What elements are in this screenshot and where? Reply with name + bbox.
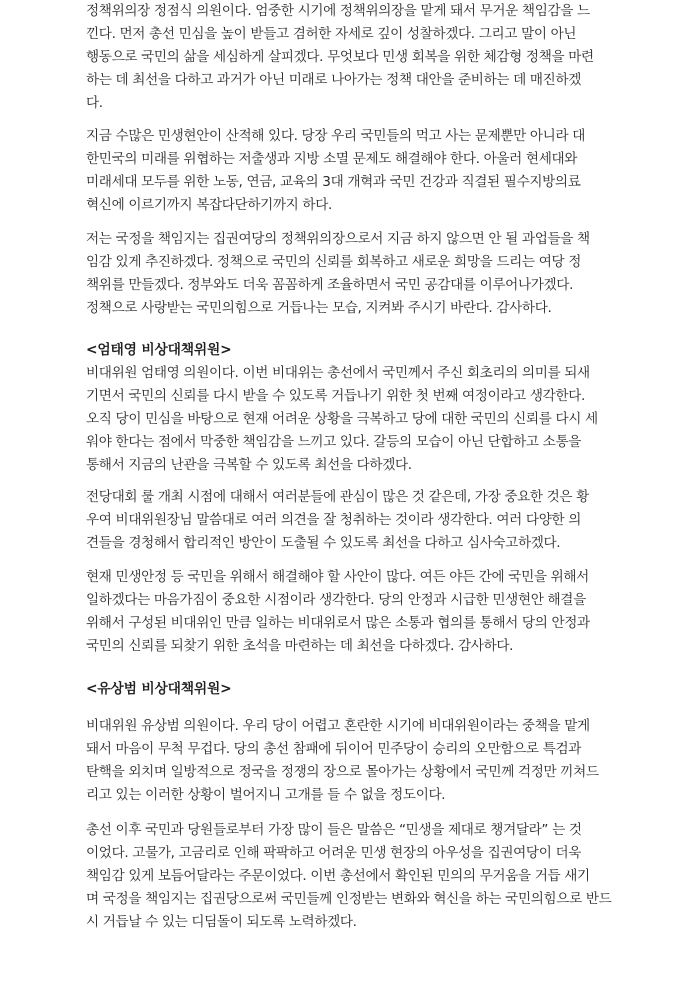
- text-line: 통해서 지금의 난관을 극복할 수 있도록 최선을 다하겠다.: [86, 457, 412, 473]
- text-line: 우여 비대위원장님 말씀대로 여러 의견을 잘 청취하는 것이라 생각한다. 여러 다양한 의: [86, 512, 582, 528]
- paragraph-yoo-livelihood: [86, 819, 646, 934]
- text-line: 혁신에 이르기까지 복잡다단하기까지 하다.: [86, 197, 332, 213]
- text-line: 책위를 만들겠다. 정부와도 더욱 꼼꼼하게 조율하면서 국민 공감대를 이루어나가겠다.: [86, 277, 574, 293]
- text-line: 행동으로 국민의 삶을 세심하게 살피겠다. 무엇보다 민생 회복을 위한 체감형 정책을 마련: [86, 49, 594, 65]
- text-line: 정책으로 사랑받는 국민의힘으로 거듭나는 모습, 지켜봐 주시기 바란다. 감사하다.: [86, 300, 552, 316]
- text-line: 비대위원 유상범 의원이다. 우리 당이 어렵고 혼란한 시기에 비대위원이라는 중책을 맡게: [86, 718, 590, 734]
- text-line: 정책위의장 정점식 의원이다. 엄중한 시기에 정책위의장을 맡게 돼서 무거운 책임감을 느: [86, 3, 590, 19]
- text-line: 전당대회 룰 개최 시점에 대해서 여러분들에 관심이 많은 것 같은데, 가장 중요한 것은 황: [86, 489, 589, 505]
- text-line: 돼서 마음이 무척 무겁다. 당의 총선 참패에 뒤이어 민주당이 승리의 오만함으로 특검과: [86, 741, 582, 757]
- text-line: 일하겠다는 마음가짐이 중요한 시점이라 생각한다. 당의 안정과 시급한 민생현안 해결을: [86, 592, 586, 608]
- text-line: 지금 수많은 민생현안이 산적해 있다. 당장 우리 국민들의 먹고 사는 문제뿐만 아니라 대: [86, 128, 585, 144]
- text-line: 기면서 국민의 신뢰를 다시 받을 수 있도록 거듭나기 위한 첫 번째 여정이라고 생각한다.: [86, 388, 585, 404]
- text-line: 한민국의 미래를 위협하는 저출생과 지방 소멸 문제도 해결해야 한다. 아울러 현세대와: [86, 151, 578, 167]
- text-line: 다.: [86, 95, 103, 111]
- text-line: 시 거듭날 수 있는 디딤돌이 되도록 노력하겠다.: [86, 914, 357, 930]
- paragraph-livelihood-issues: [86, 125, 646, 217]
- text-line: 워야 한다는 점에서 막중한 책임감을 느끼고 있다. 갈등의 모습이 아닌 단합하고 소통을: [86, 434, 582, 450]
- text-line: 낀다. 먼저 총선 민심을 높이 받들고 겸허한 자세로 깊이 성찰하겠다. 그리고 말이 아닌: [86, 26, 577, 42]
- text-line: 견들을 경청해서 합리적인 방안이 도출될 수 있도록 최선을 다하고 심사숙고하겠다.: [86, 535, 561, 551]
- text-line: 이었다. 고물가, 고금리로 인해 팍팍하고 어려운 민생 현장의 아우성을 집권여당이 더욱: [86, 845, 582, 861]
- paragraph-yoo-intro: [86, 715, 646, 807]
- text-line: 하는 데 최선을 다하고 과거가 아닌 미래로 나아가는 정책 대안을 준비하는 데 매진하겠: [86, 72, 582, 88]
- text-line: 위해서 구성된 비대위인 만큼 일하는 비대위로서 많은 소통과 협의를 통해서 당의 안정과: [86, 615, 590, 631]
- text-line: 현재 민생안정 등 국민을 위해서 해결해야 할 사안이 많다. 여든 야든 간에 국민을 위해서: [86, 569, 589, 585]
- text-line: 책임감 있게 보듬어달라는 주문이었다. 이번 총선에서 확인된 민의의 무거움을 거듭 새기: [86, 868, 590, 884]
- paragraph-convention-rules: [86, 486, 646, 555]
- section-heading: <유상범 비상대책위원>: [86, 681, 232, 697]
- text-line: 국민의 신뢰를 되찾기 위한 초석을 마련하는 데 최선을 다하겠다. 감사하다.: [86, 638, 514, 654]
- text-line: 며 국정을 책임지는 집권당으로써 국민들께 인정받는 변화와 혁신을 하는 국민의힘으로 반드: [86, 891, 612, 907]
- text-line: 리고 있는 이러한 상황이 벌어지니 고개를 들 수 없을 정도이다.: [86, 787, 446, 803]
- paragraph-stability: [86, 566, 646, 658]
- text-line: 비대위원 엄태영 의원이다. 이번 비대위는 총선에서 국민께서 주신 회초리의 의미를 되새: [86, 365, 590, 381]
- text-line: 임감 있게 추진하겠다. 정책으로 국민의 신뢰를 회복하고 새로운 희망을 드리는 여당 정: [86, 254, 582, 270]
- text-line: 탄핵을 외치며 일방적으로 정국을 정쟁의 장으로 몰아가는 상황에서 국민께 걱정만 끼쳐드: [86, 764, 599, 780]
- section-heading: <엄태영 비상대책위원>: [86, 342, 232, 358]
- text-line: 오직 당이 민심을 바탕으로 현재 어려운 상황을 극복하고 당에 대한 국민의 신뢰를 다시 세: [86, 411, 598, 427]
- text-line: 저는 국정을 책임지는 집권여당의 정책위의장으로서 지금 하지 않으면 안 될 과업들을 책: [86, 231, 590, 247]
- text-line: 미래세대 모두를 위한 노동, 연금, 교육의 3대 개혁과 국민 건강과 직결된 필수지방의료: [86, 174, 581, 190]
- text-line: 총선 이후 국민과 당원들로부터 가장 많이 들은 말씀은 “민생을 제대로 챙겨달라” 는 것: [86, 822, 582, 838]
- section-yoo-sangbum: [86, 678, 646, 701]
- paragraph-policy-commitment: [86, 228, 646, 320]
- section-eom-taeyoung: [86, 339, 646, 477]
- paragraph-chief-policy: [86, 0, 646, 115]
